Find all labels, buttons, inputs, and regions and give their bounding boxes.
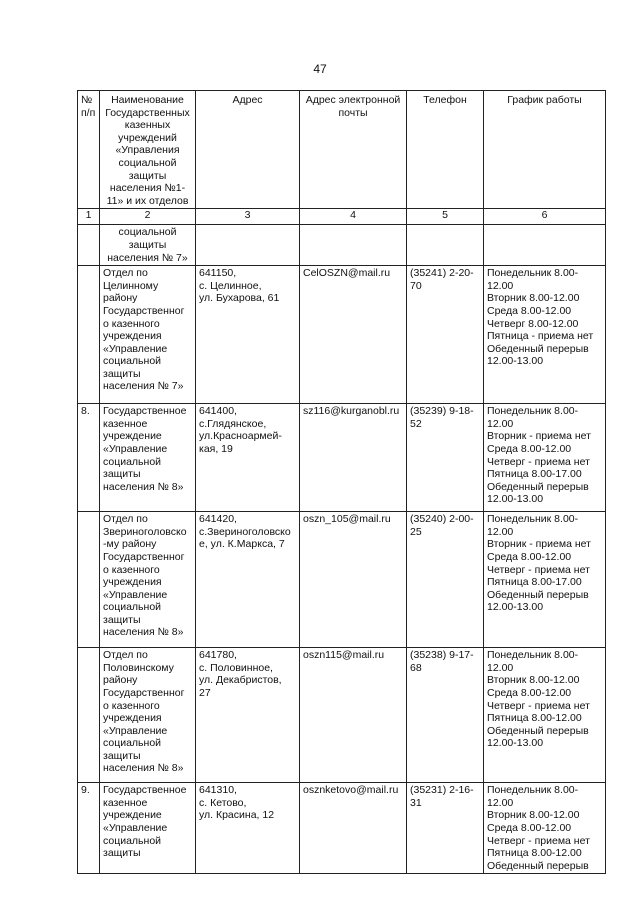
table-row [78,512,606,648]
institution-address [196,225,300,266]
work-schedule: Понедельник 8.00-12.00 Вторник 8.00-12.00 Среда 8.00-12.00 Четверг - приема нет Пятница 8.00-12.00 Обеденный перерыв 12.00-13.00 [484,648,606,783]
column-number: 2 [100,209,196,225]
institution-phone: (35231) 2-16- 31 [407,783,484,874]
institution-name: Отдел по Половинскому району Государственног о казенного учреждения «Управление социальной защиты населения № 8» [100,648,196,783]
column-number-row [78,209,606,225]
row-number [78,266,100,404]
table-row [78,266,606,404]
institution-phone [407,225,484,266]
institution-email: oszn_105@mail.ru [300,512,407,648]
header-schedule: График работы [484,91,606,209]
column-number: 5 [407,209,484,225]
institution-phone: (35239) 9-18- 52 [407,404,484,512]
institution-address: 641400, с.Глядянское, ул.Красноармей- кая, 19 [196,404,300,512]
table-row [78,225,606,266]
column-number: 4 [300,209,407,225]
page-number: 47 [313,62,327,76]
row-number [78,512,100,648]
header-address: Адрес [196,91,300,209]
work-schedule: Понедельник 8.00-12.00 Вторник - приема нет Среда 8.00-12.00 Четверг - приема нет Пятница 8.00-17.00 Обеденный перерыв 12.00-13.00 [484,512,606,648]
institution-email: sz116@kurganobl.ru [300,404,407,512]
institution-phone: (35241) 2-20- 70 [407,266,484,404]
work-schedule: Понедельник 8.00-12.00 Вторник 8.00-12.00 Среда 8.00-12.00 Четверг 8.00-12.00 Пятница - приема нет Обеденный перерыв 12.00-13.00 [484,266,606,404]
institution-phone: (35238) 9-17- 68 [407,648,484,783]
table-row [78,648,606,783]
header-phone: Телефон [407,91,484,209]
institution-email [300,225,407,266]
institution-address: 641310, с. Кетово, ул. Красина, 12 [196,783,300,874]
header-name: Наименование Государственных казенных учреждений «Управления социальной защиты населения №1- 11» и их отделов [100,91,196,209]
institution-name: Отдел по Целинному району Государственног о казенного учреждения «Управление социальной защиты населения № 7» [100,266,196,404]
table-header-row [78,91,606,209]
institution-email: osznketovo@mail.ru [300,783,407,874]
institution-email: CelOSZN@mail.ru [300,266,407,404]
table-row [78,783,606,874]
institution-name: Государственное казенное учреждение «Управление социальной защиты [100,783,196,874]
row-number [78,225,100,266]
column-number: 1 [78,209,100,225]
column-number: 6 [484,209,606,225]
header-email: Адрес электронной почты [300,91,407,209]
row-number [78,648,100,783]
institution-name: Государственное казенное учреждение «Управление социальной защиты населения № 8» [100,404,196,512]
work-schedule: Понедельник 8.00-12.00 Вторник 8.00-12.00 Среда 8.00-12.00 Четверг - приема нет Пятница 8.00-12.00 Обеденный перерыв [484,783,606,874]
header-number: № п/п [78,91,100,209]
column-number: 3 [196,209,300,225]
work-schedule: Понедельник 8.00-12.00 Вторник - приема нет Среда 8.00-12.00 Четверг - приема нет Пятница 8.00-17.00 Обеденный перерыв 12.00-13.00 [484,404,606,512]
institution-address: 641420, с.Звериноголовско е, ул. К.Маркса, 7 [196,512,300,648]
row-number: 9. [78,783,100,874]
institution-phone: (35240) 2-00- 25 [407,512,484,648]
institution-address: 641780, с. Половинное, ул. Декабристов, 27 [196,648,300,783]
institutions-table [77,90,606,874]
work-schedule [484,225,606,266]
institution-name: Отдел по Звериноголовско -му району Государственног о казенного учреждения «Управление социальной защиты населения № 8» [100,512,196,648]
row-number: 8. [78,404,100,512]
table-row [78,404,606,512]
institution-name: социальной защиты населения № 7» [100,225,196,266]
institution-email: oszn115@mail.ru [300,648,407,783]
institution-address: 641150, с. Целинное, ул. Бухарова, 61 [196,266,300,404]
